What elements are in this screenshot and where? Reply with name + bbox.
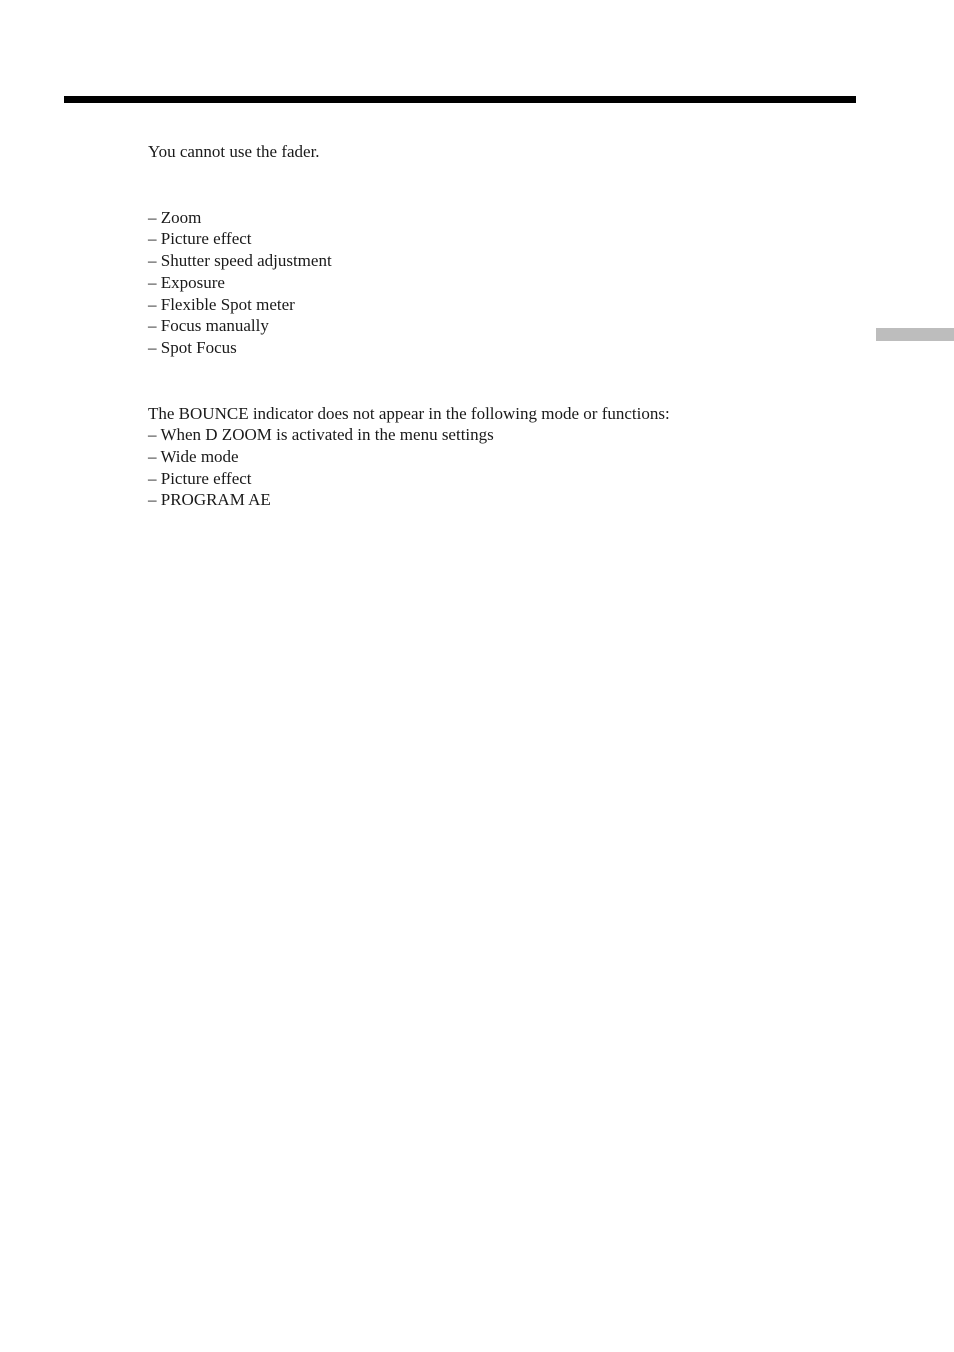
fader-note: You cannot use the fader.: [148, 142, 320, 161]
list-item: – Wide mode: [148, 447, 239, 467]
list-item: – Shutter speed adjustment: [148, 251, 332, 271]
section-tab-marker: [876, 328, 954, 341]
list-item: – PROGRAM AE: [148, 490, 271, 510]
bounce-exceptions-list: [148, 424, 848, 511]
spacer: [148, 359, 848, 403]
list-item: – Picture effect: [148, 229, 252, 249]
list-item: – Focus manually: [148, 316, 269, 336]
spacer: [148, 163, 848, 207]
list-item: – Exposure: [148, 272, 225, 292]
list-item: – Zoom: [148, 207, 202, 227]
header-rule: [64, 96, 856, 103]
list-item: – Picture effect: [148, 468, 252, 488]
unavailable-functions-list: [148, 207, 848, 359]
list-item: – When D ZOOM is activated in the menu settings: [148, 425, 494, 445]
page-body: [148, 141, 848, 511]
bounce-note: The BOUNCE indicator does not appear in the following mode or functions:: [148, 403, 670, 423]
list-item: – Flexible Spot meter: [148, 294, 295, 314]
list-item: – Spot Focus: [148, 337, 237, 357]
